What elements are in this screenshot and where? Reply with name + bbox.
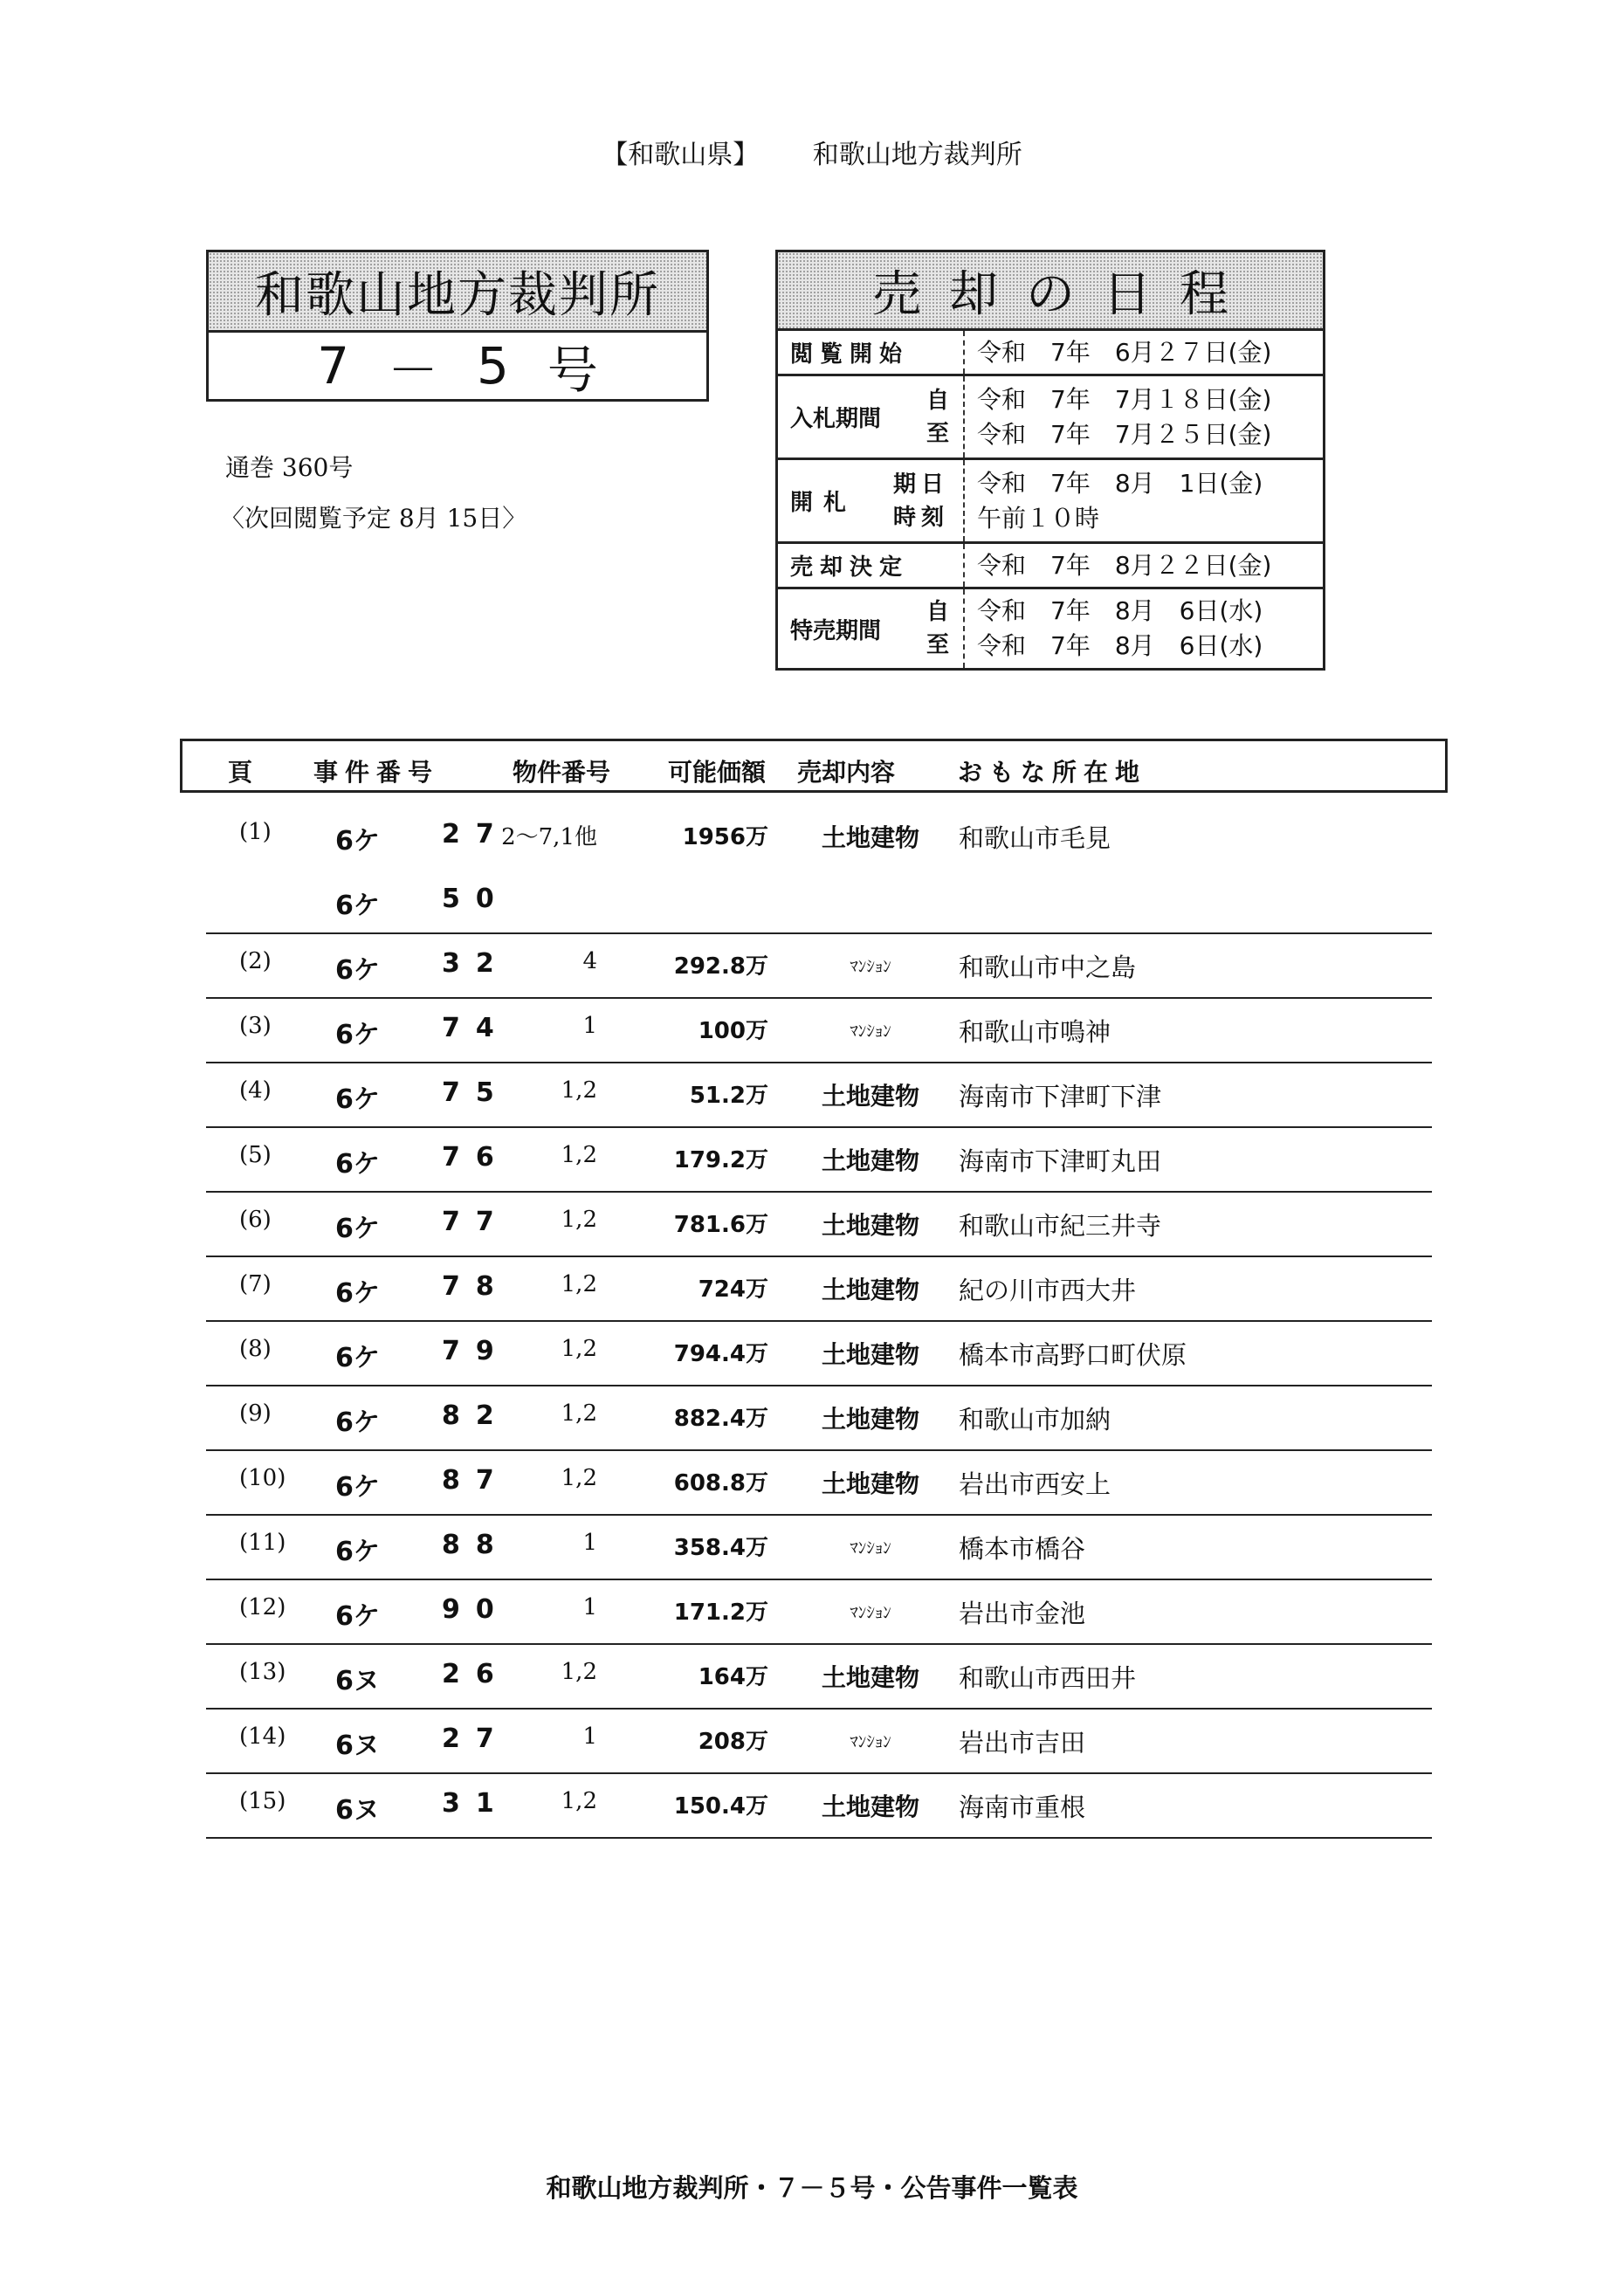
cell-page: (10) [239,1465,286,1491]
cell-location: 和歌山市西田井 [959,1663,1137,1693]
schedule-date: 令和 7年 8月 1日(金) [977,468,1263,498]
cell-page: (6) [239,1207,272,1233]
row-divider [206,1256,1432,1257]
cell-location: 和歌山市鳴神 [959,1017,1111,1047]
header-location: おもな所在地 [958,758,1147,787]
schedule-date: 令和 7年 8月 6日(水) [977,631,1263,660]
issue-number [209,333,706,399]
cell-price: 608.8万 [673,1470,768,1496]
cell-sale-type: 土地建物 [821,1663,919,1692]
cell-item-number: 1 [582,1013,597,1039]
cell-price: 179.2万 [673,1147,768,1173]
header-page: 頁 [228,758,253,787]
cell-case-number: 74 [442,1013,510,1043]
cell-price: 1956万 [682,824,768,850]
schedule-row-decision [778,544,1323,589]
cell-sale-type: ﾏﾝｼｮﾝ [850,1603,891,1622]
cell-page: (14) [239,1723,286,1750]
cell-price: 358.4万 [673,1535,768,1561]
cell-item-number: 2～7,1他 [501,824,597,850]
cell-location: 橋本市橋谷 [959,1534,1086,1564]
cell-case-number: 88 [442,1530,510,1560]
cell-case-type: 6ケ [335,1084,380,1115]
cell-page: (15) [239,1788,286,1814]
schedule-label: 閲覧開始 [790,341,910,368]
row-divider [206,1514,1432,1516]
schedule-date: 令和 7年 8月２２日(金) [977,550,1272,580]
cell-location: 和歌山市加納 [959,1405,1111,1434]
cell-sale-type: ﾏﾝｼｮﾝ [850,1022,891,1041]
cell-case-type: 6ケ [335,826,380,857]
header-price: 可能価額 [668,758,767,787]
cell-case-number: 90 [442,1594,510,1625]
row-divider [206,1837,1432,1839]
cell-item-number: 1,2 [561,1465,597,1491]
court-label: 和歌山地方裁判所 [812,140,1022,170]
cell-item-number: 1 [582,1723,597,1750]
schedule-sublabel: 期日 [892,471,949,498]
sale-schedule-box [775,250,1325,671]
cell-case-number: 75 [442,1077,510,1108]
cell-page: (8) [239,1336,272,1362]
schedule-date: 令和 7年 7月１８日(金) [977,384,1272,414]
row-divider [206,1772,1432,1774]
cell-case-type: 6ケ [335,1601,380,1632]
page-header [0,133,1624,171]
cell-case-number: 50 [442,884,510,914]
header-item-number: 物件番号 [513,758,611,787]
header-case-number: 事件番号 [313,758,440,787]
cell-page: (1) [239,819,272,845]
cell-case-type: 6ケ [335,1149,380,1180]
cell-price: 100万 [698,1018,768,1044]
cell-case-type: 6ケ [335,1214,380,1244]
cell-case-type: 6ヌ [335,1795,380,1826]
cell-case-type: 6ケ [335,955,380,986]
cell-sale-type: ﾏﾝｼｮﾝ [850,957,891,976]
schedule-date: 令和 7年 7月２５日(金) [977,419,1272,449]
cell-item-number: 1 [582,1594,597,1620]
row-divider [206,1708,1432,1710]
schedule-title: 売却の日程 [778,252,1323,331]
cell-case-number: 31 [442,1788,510,1819]
cell-location: 和歌山市中之島 [959,953,1137,982]
cell-case-number: 76 [442,1142,510,1173]
cell-location: 海南市下津町丸田 [959,1146,1162,1176]
cell-case-type: 6ヌ [335,1666,380,1696]
cell-case-type: 6ヌ [335,1730,380,1761]
cell-sale-type: 土地建物 [821,1792,919,1821]
next-viewing-date: 〈次回閲覧予定 8月 15日〉 [220,504,527,533]
cell-page: (11) [239,1530,286,1556]
issue-dash: － [387,341,438,400]
cell-price: 292.8万 [673,953,768,980]
schedule-label: 入札期間 [790,406,882,432]
schedule-sublabel: 時刻 [892,504,949,531]
cell-price: 171.2万 [673,1600,768,1626]
cell-location: 岩出市吉田 [959,1728,1086,1758]
cell-price: 781.6万 [673,1212,768,1238]
cell-page: (13) [239,1659,286,1685]
cell-price: 208万 [698,1729,768,1755]
row-divider [206,1126,1432,1128]
cell-item-number: 1,2 [561,1207,597,1233]
cell-price: 51.2万 [689,1083,768,1109]
prefecture-label: 【和歌山県】 [602,140,760,170]
cell-item-number: 1,2 [561,1659,597,1685]
cell-sale-type: 土地建物 [821,1146,919,1175]
row-divider [206,1579,1432,1580]
cell-price: 724万 [698,1276,768,1303]
schedule-row-viewing [778,331,1323,376]
row-divider [206,1643,1432,1645]
cell-price: 794.4万 [673,1341,768,1367]
cell-item-number: 1,2 [561,1400,597,1427]
cell-price: 164万 [698,1664,768,1690]
schedule-row-opening [778,460,1323,544]
cell-sale-type: 土地建物 [821,823,919,852]
cell-case-number: 78 [442,1271,510,1302]
volume-number: 通巻 360号 [225,453,354,482]
schedule-sublabel: 自 [926,599,949,625]
page-footer: 和歌山地方裁判所・７－５号・公告事件一覧表 [546,2173,1078,2203]
schedule-label: 特売期間 [790,617,882,644]
cell-page: (12) [239,1594,286,1620]
row-divider [206,1062,1432,1063]
row-divider [206,1320,1432,1322]
cell-location: 橋本市高野口町伏原 [959,1340,1187,1370]
schedule-row-special-sale [778,589,1323,668]
schedule-sublabel: 至 [926,420,949,447]
schedule-sublabel: 至 [926,632,949,658]
cell-item-number: 1,2 [561,1142,597,1168]
cell-case-number: 82 [442,1400,510,1431]
cell-page: (7) [239,1271,272,1297]
issue-num: 5 [477,336,509,396]
cell-sale-type: 土地建物 [821,1405,919,1434]
cell-item-number: 1,2 [561,1077,597,1104]
cell-item-number: 1,2 [561,1271,597,1297]
cell-case-type: 6ケ [335,1020,380,1050]
row-divider [206,1385,1432,1386]
cell-page: (4) [239,1077,272,1104]
cell-case-number: 79 [442,1336,510,1366]
schedule-row-bidding [778,376,1323,460]
cell-item-number: 1,2 [561,1336,597,1362]
schedule-date: 令和 7年 6月２７日(金) [977,337,1272,367]
cell-case-number: 32 [442,948,510,979]
cell-case-number: 87 [442,1465,510,1496]
table-header [180,739,1448,793]
cell-item-number: 1 [582,1530,597,1556]
cell-page: (9) [239,1400,272,1427]
issue-suffix: 号 [547,341,598,400]
header-sale-type: 売却内容 [797,758,896,787]
cell-page: (5) [239,1142,272,1168]
row-divider [206,1191,1432,1193]
cell-sale-type: 土地建物 [821,1211,919,1240]
cell-case-type: 6ケ [335,1407,380,1438]
cell-sale-type: 土地建物 [821,1276,919,1304]
schedule-time: 午前１０時 [977,503,1100,533]
cell-case-number: 77 [442,1207,510,1237]
cell-price: 882.4万 [673,1406,768,1432]
cell-case-number: 26 [442,1659,510,1689]
cell-page: (3) [239,1013,272,1039]
cell-case-number: 27 [442,1723,510,1754]
schedule-label: 売却決定 [790,554,910,581]
schedule-label: 開札 [790,490,857,516]
cell-sale-type: 土地建物 [821,1469,919,1498]
row-divider [206,1449,1432,1451]
cell-sale-type: 土地建物 [821,1340,919,1369]
cell-location: 海南市下津町下津 [959,1082,1162,1111]
cell-location: 紀の川市西大井 [959,1276,1137,1305]
schedule-date: 令和 7年 8月 6日(水) [977,596,1263,625]
court-name: 和歌山地方裁判所 [209,252,706,333]
cell-location: 岩出市金池 [959,1599,1086,1628]
cell-item-number: 4 [582,948,597,974]
cell-case-type: 6ケ [335,1472,380,1503]
cell-case-type: 6ケ [335,1343,380,1373]
cell-location: 岩出市西安上 [959,1469,1111,1499]
row-divider [206,997,1432,999]
cell-sale-type: 土地建物 [821,1082,919,1111]
cell-page: (2) [239,948,272,974]
cell-location: 和歌山市紀三井寺 [959,1211,1162,1241]
cell-sale-type: ﾏﾝｼｮﾝ [850,1538,891,1558]
court-title-box [206,250,709,402]
cell-case-type: 6ケ [335,891,380,921]
cell-item-number: 1,2 [561,1788,597,1814]
row-divider [206,932,1432,934]
cell-price: 150.4万 [673,1793,768,1820]
cell-sale-type: ﾏﾝｼｮﾝ [850,1732,891,1751]
cell-location: 海南市重根 [959,1792,1086,1822]
cell-case-number: 27 [442,819,510,850]
cell-case-type: 6ケ [335,1537,380,1567]
issue-volume: 7 [317,336,349,396]
cell-case-type: 6ケ [335,1278,380,1309]
schedule-sublabel: 自 [926,387,949,414]
cell-location: 和歌山市毛見 [959,823,1111,853]
